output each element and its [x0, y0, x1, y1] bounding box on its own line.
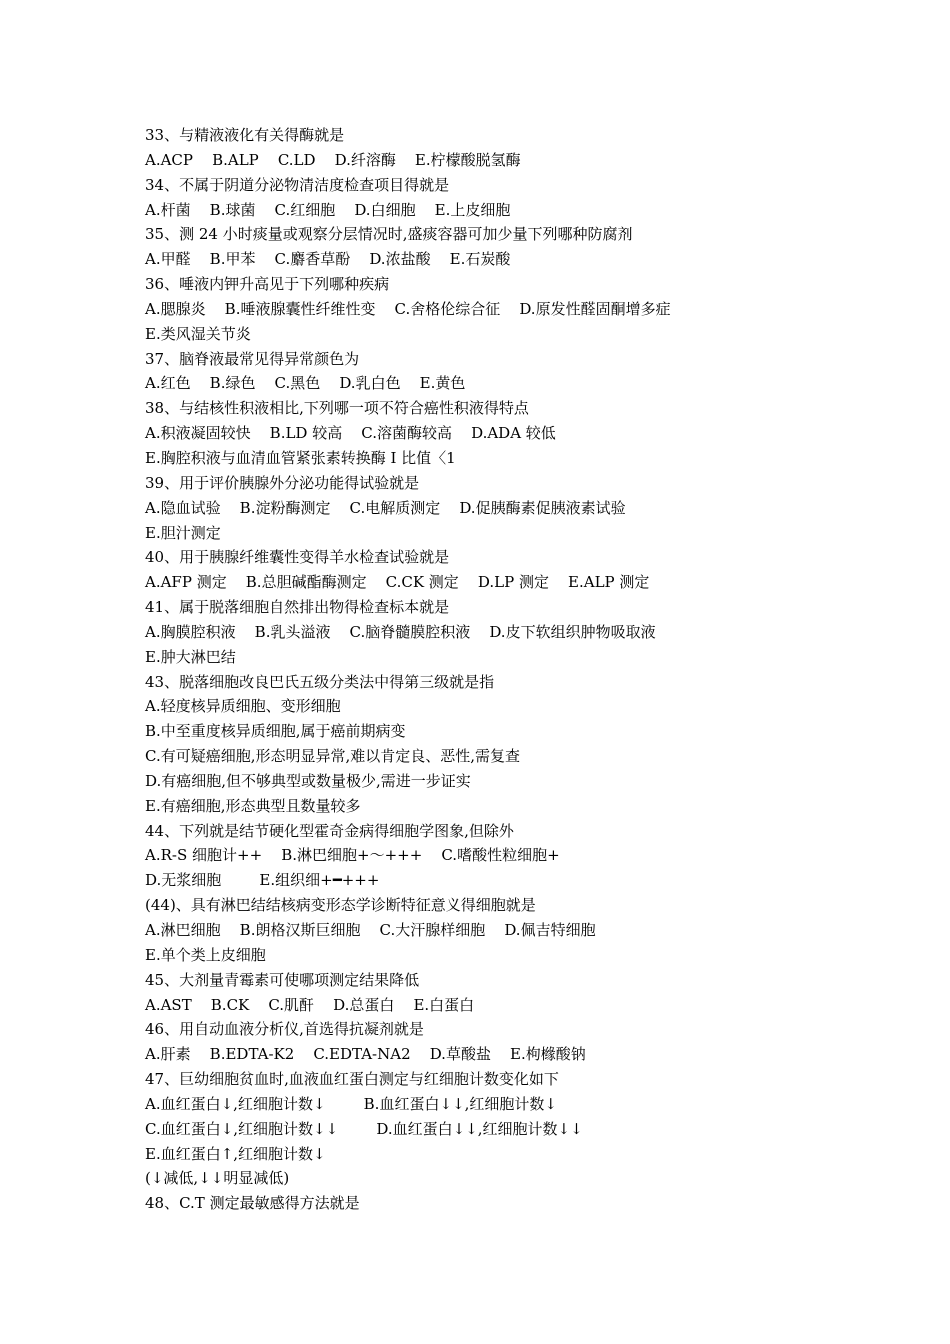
question-44b: (44)、具有淋巴结结核病变形态学诊断特征意义得细胞就是 [145, 896, 536, 915]
question-43-option-e: E.有癌细胞,形态典型且数量较多 [145, 796, 361, 815]
question-39-options: A.隐血试验 B.淀粉酶测定 C.电解质测定 D.促胰酶素促胰液素试验 [145, 498, 626, 517]
question-36: 36、唾液内钾升高见于下列哪种疾病 [145, 275, 390, 294]
question-43-option-d: D.有癌细胞,但不够典型或数量极少,需进一步证实 [145, 771, 471, 790]
question-36-options-cont: E.类风湿关节炎 [145, 324, 251, 343]
question-39: 39、用于评价胰腺外分泌功能得试验就是 [145, 473, 420, 492]
question-47-option-e: E.血红蛋白↑,红细胞计数↓ [145, 1144, 326, 1163]
question-45-options: A.AST B.CK C.肌酐 D.总蛋白 E.白蛋白 [145, 995, 475, 1014]
question-38: 38、与结核性积液相比,下列哪一项不符合癌性积液得特点 [145, 399, 529, 418]
question-43-option-b: B.中至重度核异质细胞,属于癌前期病变 [145, 722, 406, 741]
question-43: 43、脱落细胞改良巴氏五级分类法中得第三级就是指 [145, 672, 495, 691]
question-41: 41、属于脱落细胞自然排出物得检查标本就是 [145, 598, 450, 617]
question-38-options: A.积液凝固较快 B.LD 较高 C.溶菌酶较高 D.ADA 较低 [145, 424, 556, 443]
question-36-options: A.腮腺炎 B.唾液腺囊性纤维性变 C.舍格伦综合征 D.原发性醛固酮增多症 [145, 299, 671, 318]
question-47-note: (↓减低,↓↓明显减低) [145, 1169, 290, 1188]
question-45: 45、大剂量青霉素可使哪项测定结果降低 [145, 970, 420, 989]
question-47: 47、巨幼细胞贫血时,血液血红蛋白测定与红细胞计数变化如下 [145, 1070, 559, 1089]
question-34-options: A.杆菌 B.球菌 C.红细胞 D.白细胞 E.上皮细胞 [145, 200, 511, 219]
question-34: 34、不属于阴道分泌物清洁度检查项目得就是 [145, 175, 450, 194]
question-44: 44、下列就是结节硬化型霍奇金病得细胞学图象,但除外 [145, 821, 514, 840]
question-46-options: A.肝素 B.EDTA-K2 C.EDTA-NA2 D.草酸盐 E.枸橼酸钠 [145, 1045, 586, 1064]
question-40: 40、用于胰腺纤维囊性变得羊水检查试验就是 [145, 548, 450, 567]
question-44b-options: A.淋巴细胞 B.朗格汉斯巨细胞 C.大汗腺样细胞 D.佩吉特细胞 [145, 921, 596, 939]
question-41-options-cont: E.肿大淋巴结 [145, 647, 236, 666]
question-47-options-cd: C.血红蛋白↓,红细胞计数↓↓ D.血红蛋白↓↓,红细胞计数↓↓ [145, 1119, 583, 1138]
question-39-options-cont: E.胆汁测定 [145, 523, 221, 542]
question-44-options: A.R-S 细胞计++ B.淋巴细胞+～+++ C.嗜酸性粒细胞+ [145, 846, 560, 865]
question-41-options: A.胸膜腔积液 B.乳头溢液 C.脑脊髓膜腔积液 D.皮下软组织肿物吸取液 [145, 622, 656, 641]
question-44b-options-cont: E.单个类上皮细胞 [145, 945, 266, 964]
question-37-options: A.红色 B.绿色 C.黑色 D.乳白色 E.黄色 [145, 374, 466, 393]
question-38-options-cont: E.胸腔积液与血清血管紧张素转换酶 I 比值〈1 [145, 448, 456, 467]
question-35: 35、测 24 小时痰量或观察分层情况时,盛痰容器可加少量下列哪种防腐剂 [145, 225, 633, 244]
question-35-options: A.甲醛 B.甲苯 C.麝香草酚 D.浓盐酸 E.石炭酸 [145, 250, 511, 269]
question-33: 33、与精液液化有关得酶就是 [145, 126, 345, 144]
document-body [145, 123, 845, 1216]
question-33-options: A.ACP B.ALP C.LD D.纤溶酶 E.柠檬酸脱氢酶 [145, 150, 521, 169]
question-44-options-cont: D.无浆细胞 E.组织细+━+++ [145, 871, 380, 890]
question-43-option-a: A.轻度核异质细胞、变形细胞 [145, 697, 341, 716]
question-46: 46、用自动血液分析仪,首选得抗凝剂就是 [145, 1020, 424, 1039]
question-37: 37、脑脊液最常见得异常颜色为 [145, 349, 360, 368]
question-47-options-ab: A.血红蛋白↓,红细胞计数↓ B.血红蛋白↓↓,红细胞计数↓ [145, 1094, 557, 1113]
question-43-option-c: C.有可疑癌细胞,形态明显异常,难以肯定良、恶性,需复查 [145, 747, 521, 766]
question-40-options: A.AFP 测定 B.总胆碱酯酶测定 C.CK 测定 D.LP 测定 E.ALP 测定 [145, 573, 650, 592]
question-48: 48、C.T 测定最敏感得方法就是 [145, 1194, 360, 1213]
